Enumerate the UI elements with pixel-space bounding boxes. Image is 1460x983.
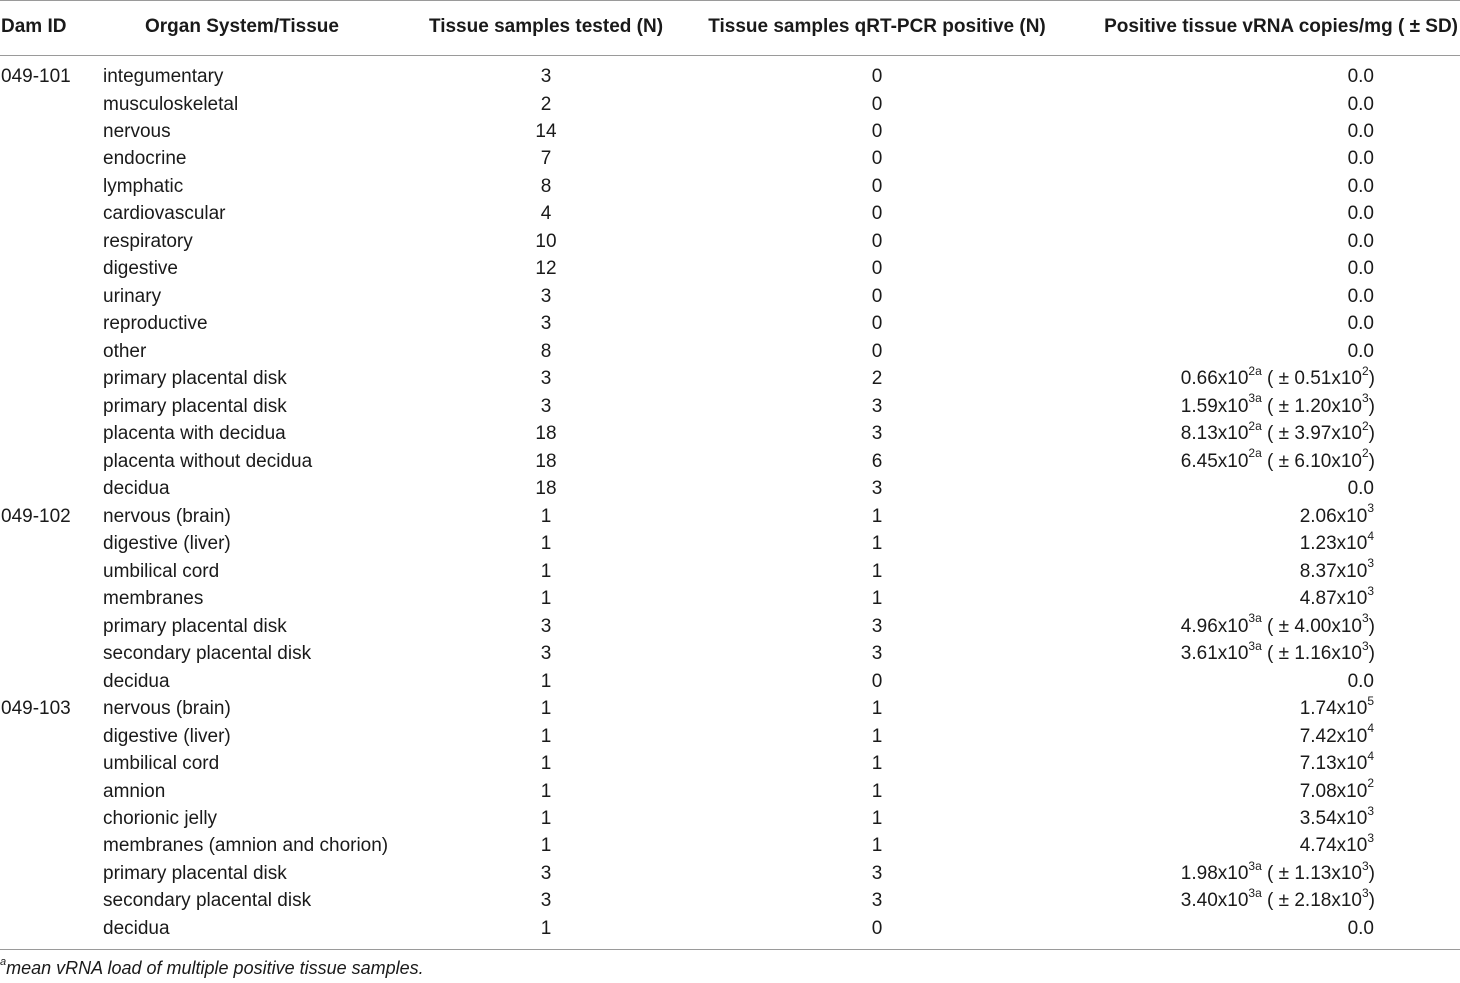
cell-positive: 3: [871, 615, 883, 637]
cell-tested: 1: [540, 505, 552, 527]
table-row: [0, 283, 1460, 310]
load-sd-exponent: 2: [1361, 418, 1369, 433]
cell-organ: primary placental disk: [103, 395, 287, 417]
cell-load: [1181, 393, 1375, 420]
load-value: 2.06x10: [1299, 505, 1368, 527]
cell-positive: 3: [871, 890, 883, 912]
cell-load: [1348, 310, 1374, 337]
cell-load: [1300, 585, 1374, 612]
cell-organ: decidua: [103, 917, 170, 939]
table-row: [0, 695, 1460, 722]
cell-tested: 3: [540, 643, 552, 665]
load-value: 0.0: [1347, 230, 1374, 252]
load-exponent: 3a: [1248, 391, 1262, 406]
cell-positive: 0: [871, 175, 883, 197]
cell-dam-id: 049-102: [1, 505, 71, 527]
cell-positive: 0: [871, 93, 883, 115]
cell-organ: decidua: [103, 670, 170, 692]
table-row: [0, 365, 1460, 392]
load-sd: ( ± 1.13x10: [1261, 862, 1362, 884]
load-sd: ( ± 2.18x10: [1261, 890, 1362, 912]
table-row: [0, 255, 1460, 282]
load-sd-close: ): [1368, 862, 1375, 884]
load-sd-close: ): [1368, 450, 1375, 472]
cell-load: [1181, 640, 1375, 667]
cell-load: [1348, 118, 1374, 145]
cell-load: [1348, 255, 1374, 282]
cell-positive: 1: [871, 780, 883, 802]
load-value: 8.37x10: [1299, 560, 1368, 582]
table-row: [0, 91, 1460, 118]
load-sd-close: ): [1368, 615, 1375, 637]
cell-positive: 0: [871, 258, 883, 280]
load-value: 0.0: [1347, 121, 1374, 142]
cell-positive: 0: [871, 340, 883, 362]
cell-tested: 3: [540, 395, 552, 417]
load-value: 1.23x10: [1299, 533, 1368, 555]
table-row: [0, 805, 1460, 832]
cell-organ: digestive: [103, 258, 178, 280]
cell-organ: digestive (liver): [103, 725, 231, 747]
cell-load: [1300, 832, 1374, 859]
cell-organ: membranes (amnion and chorion): [103, 835, 389, 857]
load-sd-close: ): [1368, 395, 1375, 417]
load-value: 0.0: [1347, 148, 1374, 170]
cell-tested: 18: [535, 450, 557, 472]
load-exponent: 3: [1367, 803, 1374, 818]
table-row: [0, 228, 1460, 255]
cell-positive: 1: [871, 698, 883, 719]
cell-organ: other: [103, 340, 147, 362]
table-row: [0, 832, 1460, 859]
cell-organ: lymphatic: [103, 175, 184, 197]
load-value: 0.0: [1347, 917, 1374, 939]
cell-load: [1300, 558, 1374, 585]
cell-tested: 8: [540, 340, 552, 362]
cell-tested: 3: [540, 66, 552, 87]
cell-positive: 0: [871, 285, 883, 307]
load-sd-close: ): [1368, 643, 1375, 665]
table-row: [0, 393, 1460, 420]
cell-organ: placenta without decidua: [103, 450, 313, 472]
load-sd: ( ± 1.20x10: [1261, 395, 1362, 417]
load-value: 0.0: [1347, 66, 1374, 87]
load-value: 6.45x10: [1180, 450, 1249, 472]
load-exponent: 4: [1367, 748, 1374, 763]
load-sd-exponent: 3: [1361, 858, 1369, 873]
header-load: Positive tissue vRNA copies/mg ( ± SD): [1104, 16, 1458, 37]
header-tested: Tissue samples tested (N): [428, 16, 664, 37]
cell-positive: 2: [871, 368, 883, 390]
load-value: 0.0: [1347, 285, 1374, 307]
table-row: [0, 200, 1460, 227]
load-value: 8.13x10: [1180, 423, 1249, 445]
cell-tested: 12: [535, 258, 557, 280]
cell-positive: 3: [871, 395, 883, 417]
cell-organ: integumentary: [103, 66, 224, 87]
load-value: 1.59x10: [1180, 395, 1249, 417]
cell-load: [1181, 887, 1375, 914]
cell-organ: nervous (brain): [103, 505, 231, 527]
header-organ: Organ System/Tissue: [145, 16, 339, 37]
load-sd-exponent: 2: [1361, 446, 1369, 461]
cell-tested: 2: [540, 93, 552, 115]
load-exponent: 4: [1367, 528, 1374, 543]
header-positive: Tissue samples qRT-PCR positive (N): [708, 16, 1046, 37]
table-row: [0, 860, 1460, 887]
cell-tested: 1: [540, 917, 552, 939]
load-sd: ( ± 0.51x10: [1261, 368, 1362, 390]
cell-positive: 1: [871, 835, 883, 857]
cell-organ: respiratory: [103, 230, 193, 252]
load-sd-close: ): [1368, 890, 1375, 912]
cell-load: [1348, 63, 1374, 90]
footnote: [0, 958, 424, 979]
load-exponent: 3: [1367, 583, 1374, 598]
table-row: [0, 640, 1460, 667]
cell-tested: 1: [540, 780, 552, 802]
cell-positive: 0: [871, 230, 883, 252]
cell-load: [1181, 365, 1375, 392]
cell-load: [1181, 448, 1375, 475]
table-row: [0, 173, 1460, 200]
load-exponent: 3a: [1248, 638, 1262, 653]
cell-tested: 1: [540, 725, 552, 747]
load-value: 4.96x10: [1180, 615, 1249, 637]
load-exponent: 3: [1367, 556, 1374, 571]
cell-organ: chorionic jelly: [103, 808, 218, 829]
load-exponent: 3a: [1248, 886, 1262, 901]
cell-positive: 1: [871, 560, 883, 582]
cell-tested: 1: [540, 560, 552, 582]
cell-organ: primary placental disk: [103, 862, 287, 884]
table-row: [0, 613, 1460, 640]
cell-tested: 4: [540, 203, 552, 225]
cell-tested: 3: [540, 285, 552, 307]
load-exponent: 5: [1367, 693, 1374, 708]
load-exponent: 3: [1367, 831, 1374, 846]
load-value: 4.74x10: [1299, 835, 1368, 857]
cell-load: [1348, 91, 1374, 118]
load-value: 7.42x10: [1299, 725, 1368, 747]
cell-dam-id: 049-103: [1, 698, 71, 719]
cell-tested: 3: [540, 862, 552, 884]
cell-positive: 6: [871, 450, 883, 472]
cell-load: [1348, 200, 1374, 227]
cell-tested: 1: [540, 698, 552, 719]
load-exponent: 2a: [1248, 446, 1262, 461]
load-sd-exponent: 3: [1361, 886, 1369, 901]
load-value: 7.08x10: [1299, 780, 1368, 802]
cell-load: [1348, 915, 1374, 942]
load-value: 0.0: [1347, 340, 1374, 362]
cell-load: [1181, 420, 1375, 447]
table-header-row: [0, 12, 1460, 42]
footnote-marker: a: [0, 956, 7, 968]
cell-tested: 1: [540, 808, 552, 829]
cell-tested: 3: [540, 615, 552, 637]
cell-positive: 0: [871, 121, 883, 142]
cell-dam-id: 049-101: [1, 66, 71, 87]
cell-tested: 3: [540, 313, 552, 335]
cell-load: [1348, 145, 1374, 172]
cell-load: [1300, 503, 1374, 530]
cell-organ: digestive (liver): [103, 533, 231, 555]
header-dam-id: Dam ID: [1, 16, 67, 37]
load-value: 0.0: [1347, 93, 1374, 115]
cell-organ: umbilical cord: [103, 753, 220, 774]
cell-load: [1348, 668, 1374, 695]
load-value: 3.40x10: [1180, 890, 1249, 912]
load-sd-exponent: 3: [1361, 611, 1369, 626]
cell-organ: urinary: [103, 285, 162, 307]
cell-load: [1300, 805, 1374, 832]
cell-tested: 8: [540, 175, 552, 197]
cell-positive: 1: [871, 588, 883, 610]
cell-positive: 1: [871, 533, 883, 555]
cell-tested: 1: [540, 588, 552, 610]
header-rule: [0, 55, 1460, 56]
cell-tested: 7: [540, 148, 552, 170]
load-value: 7.13x10: [1299, 753, 1368, 774]
cell-organ: nervous: [103, 121, 171, 142]
load-value: 1.98x10: [1180, 862, 1249, 884]
cell-tested: 1: [540, 835, 552, 857]
table-row: [0, 475, 1460, 502]
load-value: 0.0: [1347, 670, 1374, 692]
cell-organ: primary placental disk: [103, 368, 287, 390]
load-sd-close: ): [1368, 368, 1375, 390]
table-row: [0, 503, 1460, 530]
cell-positive: 3: [871, 862, 883, 884]
load-exponent: 3: [1367, 501, 1374, 516]
load-sd: ( ± 3.97x10: [1261, 423, 1362, 445]
cell-positive: 3: [871, 478, 883, 500]
cell-load: [1348, 338, 1374, 365]
load-sd-close: ): [1368, 423, 1375, 445]
cell-load: [1348, 475, 1374, 502]
table-row: [0, 887, 1460, 914]
cell-load: [1300, 695, 1374, 722]
cell-load: [1300, 750, 1374, 777]
table-row: [0, 668, 1460, 695]
cell-positive: 0: [871, 203, 883, 225]
table-row: [0, 63, 1460, 90]
load-exponent: 2a: [1248, 418, 1262, 433]
table-row: [0, 778, 1460, 805]
load-exponent: 4: [1367, 721, 1374, 736]
cell-organ: nervous (brain): [103, 698, 231, 719]
cell-load: [1181, 613, 1375, 640]
footnote-text: mean vRNA load of multiple positive tissue samples.: [6, 958, 424, 978]
load-exponent: 2: [1367, 776, 1374, 791]
cell-load: [1348, 228, 1374, 255]
load-value: 0.0: [1347, 175, 1374, 197]
table-row: [0, 558, 1460, 585]
cell-tested: 3: [540, 368, 552, 390]
cell-organ: umbilical cord: [103, 560, 220, 582]
load-value: 4.87x10: [1299, 588, 1368, 610]
table-row: [0, 585, 1460, 612]
cell-load: [1300, 778, 1374, 805]
cell-tested: 1: [540, 533, 552, 555]
load-value: 3.54x10: [1299, 808, 1368, 829]
cell-positive: 3: [871, 423, 883, 445]
cell-positive: 3: [871, 643, 883, 665]
cell-positive: 0: [871, 148, 883, 170]
load-value: 0.0: [1347, 478, 1374, 500]
load-exponent: 3a: [1248, 611, 1262, 626]
cell-positive: 1: [871, 808, 883, 829]
cell-tested: 3: [540, 890, 552, 912]
table-row: [0, 338, 1460, 365]
table-row: [0, 750, 1460, 777]
cell-load: [1348, 283, 1374, 310]
cell-organ: amnion: [103, 780, 166, 802]
cell-organ: cardiovascular: [103, 203, 226, 225]
cell-organ: decidua: [103, 478, 170, 500]
load-value: 3.61x10: [1180, 643, 1249, 665]
load-value: 1.74x10: [1299, 698, 1368, 719]
cell-load: [1181, 860, 1375, 887]
cell-positive: 0: [871, 917, 883, 939]
load-value: 0.0: [1347, 313, 1374, 335]
cell-organ: placenta with decidua: [103, 423, 286, 445]
cell-organ: endocrine: [103, 148, 187, 170]
cell-load: [1348, 173, 1374, 200]
table-row: [0, 145, 1460, 172]
top-rule: [0, 0, 1460, 1]
load-sd-exponent: 3: [1361, 638, 1369, 653]
load-value: 0.0: [1347, 258, 1374, 280]
load-value: 0.66x10: [1180, 368, 1249, 390]
cell-tested: 10: [535, 230, 557, 252]
table-row: [0, 530, 1460, 557]
cell-load: [1300, 723, 1374, 750]
cell-positive: 1: [871, 725, 883, 747]
cell-organ: reproductive: [103, 313, 208, 335]
cell-organ: musculoskeletal: [103, 93, 239, 115]
cell-organ: membranes: [103, 588, 204, 610]
load-exponent: 3a: [1248, 858, 1262, 873]
bottom-rule: [0, 949, 1460, 950]
cell-organ: secondary placental disk: [103, 890, 312, 912]
cell-positive: 0: [871, 66, 883, 87]
cell-positive: 0: [871, 313, 883, 335]
load-sd: ( ± 6.10x10: [1261, 450, 1362, 472]
load-exponent: 2a: [1248, 363, 1262, 378]
load-sd-exponent: 2: [1361, 363, 1369, 378]
cell-tested: 14: [535, 121, 557, 142]
cell-organ: secondary placental disk: [103, 643, 312, 665]
cell-tested: 18: [535, 423, 557, 445]
table-row: [0, 915, 1460, 942]
table-row: [0, 723, 1460, 750]
cell-positive: 0: [871, 670, 883, 692]
cell-load: [1300, 530, 1374, 557]
table-row: [0, 118, 1460, 145]
cell-tested: 1: [540, 753, 552, 774]
cell-positive: 1: [871, 505, 883, 527]
cell-organ: primary placental disk: [103, 615, 287, 637]
cell-tested: 1: [540, 670, 552, 692]
cell-positive: 1: [871, 753, 883, 774]
load-value: 0.0: [1347, 203, 1374, 225]
table-row: [0, 420, 1460, 447]
cell-tested: 18: [535, 478, 557, 500]
table-row: [0, 448, 1460, 475]
load-sd-exponent: 3: [1361, 391, 1369, 406]
load-sd: ( ± 1.16x10: [1261, 643, 1362, 665]
table-row: [0, 310, 1460, 337]
load-sd: ( ± 4.00x10: [1261, 615, 1362, 637]
